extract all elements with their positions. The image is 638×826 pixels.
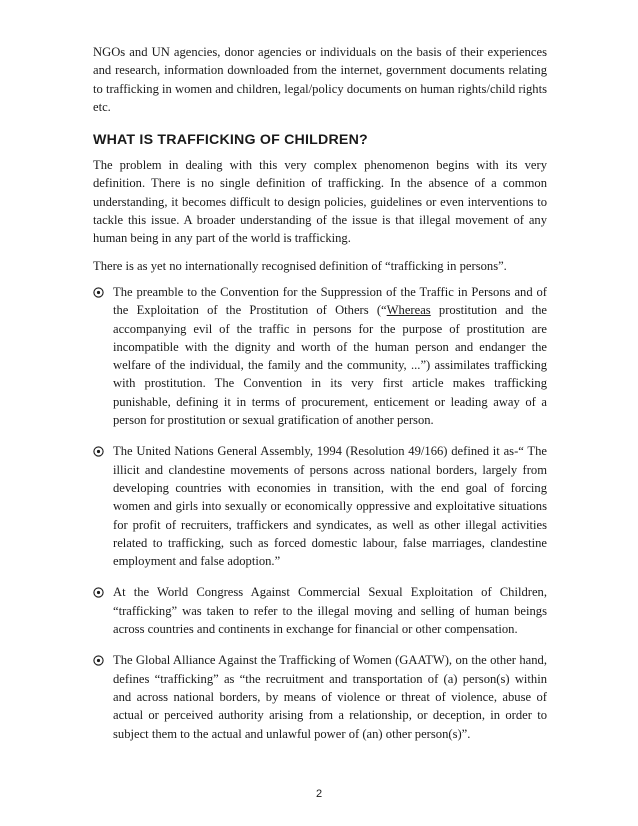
no-definition-note: There is as yet no internationally recognised definition of “trafficking in persons”. [93, 258, 507, 273]
bullet-text-after: prostitution and the accompanying evil of the traffic in persons for the purpose of prostitution are incompatible with the dignity and worth of the human person and endanger the welfare of the individual, the family and the community, ...”) assimilates trafficking with prostitution. The Convention in its very first article makes trafficking punishable, defining it in terms of procurement, enticement or leading away of a person for prostitution or sexual gratification of another person. [113, 303, 547, 428]
definition-paragraph: The problem in dealing with this very complex phenomenon begins with its very definition. There is no single definition of trafficking. In the absence of a common understanding, it becomes difficult to design policies, guidelines or even interventions to tackle this issue. A broader understanding of the issue is that illegal movement of any human being in any part of the world is trafficking. [93, 158, 547, 246]
bullet-text-before: The preamble to the Convention for the Suppression of the Traffic in Persons and of the Exploitation of the Prostitution of Others (“ [113, 284, 547, 318]
intro-paragraph: NGOs and UN agencies, donor agencies or individuals on the basis of their experiences and research, information downloaded from the internet, government documents relating to trafficking in women and children, legal/policy documents on human rights/child rights etc. [93, 45, 547, 114]
bullet-item-un-general-assembly [93, 442, 547, 570]
bullet-text: The United Nations General Assembly, 1994 (Resolution 49/166) defined it as-“ The illicit and clandestine movements of persons across national borders, largely from developing countries with economies in transition, with the end goal of forcing women and girls into sexually or economically oppressive and exploitative situations for profit of recruiters, traffickers and syndicates, as well as other illegal activities related to trafficking, such as forced domestic labour, false marriages, clandestine employment and false adoption.” [113, 444, 547, 569]
circled-dot-icon [93, 587, 104, 598]
bullet-item-gaatw [93, 651, 547, 742]
circled-dot-icon [93, 655, 104, 666]
section-heading: WHAT IS TRAFFICKING OF CHILDREN? [93, 132, 368, 149]
page-number: 2 [315, 788, 323, 800]
circled-dot-icon [93, 287, 104, 298]
bullet-text-underlined: Whereas [386, 303, 431, 318]
circled-dot-icon [93, 446, 104, 457]
document-page [93, 43, 547, 756]
bullet-item-world-congress [93, 583, 547, 638]
bullet-text: At the World Congress Against Commercial Sexual Exploitation of Children, “trafficking” was taken to refer to the illegal moving and selling of human beings across countries and continents in exchange for financial or other compensation. [113, 585, 547, 637]
bullet-text: The Global Alliance Against the Trafficking of Women (GAATW), on the other hand, defines “trafficking” as “the recruitment and transportation of (a) person(s) within and across national borders, by means of violence or threat of violence, abuse of actual or perceived authority arising from a relationship, or deception, in order to subject them to the actual and unlawful power of (an) other person(s)”. [113, 653, 547, 741]
bullet-item-convention [93, 283, 547, 429]
